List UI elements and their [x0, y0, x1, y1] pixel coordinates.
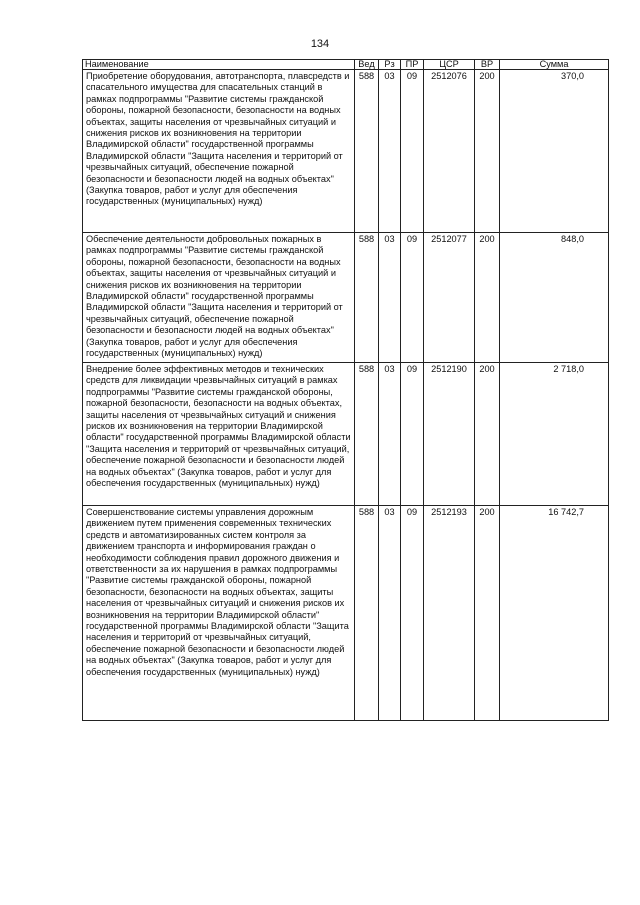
cell-rz: 03 [379, 506, 401, 721]
cell-vr: 200 [475, 233, 500, 363]
cell-sum: 16 742,7 [500, 506, 609, 721]
budget-table-container [82, 59, 608, 721]
cell-pr: 09 [401, 506, 424, 721]
cell-sum: 370,0 [500, 70, 609, 233]
table-body [83, 70, 609, 721]
cell-vr: 200 [475, 506, 500, 721]
cell-csr: 2512076 [424, 70, 475, 233]
cell-ved: 588 [355, 363, 379, 506]
cell-name: Обеспечение деятельности добровольных пожарных в рамках подпрограммы "Развитие системы гражданской обороны, пожарной безопасности, безопасности на водных объектах, защиты населения от чрезвычайных ситуаций и снижения рисков их возникновения на территории Владимирской области" государственной программы Владимирской области "Защита населения и территорий от чрезвычайных ситуаций, обеспечение пожарной безопасности и безопасности людей на водных объектах" (Закупка товаров, работ и услуг для обеспечения государственных (муниципальных) нужд) [83, 233, 355, 363]
cell-name: Внедрение более эффективных методов и технических средств для ликвидации чрезвычайных ситуаций в рамках подпрограммы "Развитие системы гражданской обороны, пожарной безопасности, безопасности на водных объектах, защиты населения от чрезвычайных ситуаций и снижения рисков их возникновения на территории Владимирской области" государственной программы Владимирской области "Защита населения и территорий от чрезвычайных ситуаций, обеспечение пожарной безопасности и безопасности людей на водных объектах" (Закупка товаров, работ и услуг для обеспечения государственных (муниципальных) нужд) [83, 363, 355, 506]
cell-ved: 588 [355, 233, 379, 363]
cell-ved: 588 [355, 70, 379, 233]
header-row [83, 60, 609, 70]
cell-pr: 09 [401, 233, 424, 363]
header-pr: ПР [401, 60, 424, 70]
cell-vr: 200 [475, 70, 500, 233]
cell-name: Совершенствование системы управления дорожным движением путем применения современных технических средств и автоматизированных систем контроля за движением транспорта и информирования граждан о необходимости соблюдения правил дорожного движения и ответственности за их нарушения в рамках подпрограммы "Развитие системы гражданской обороны, пожарной безопасности, безопасности на водных объектах, защиты населения от чрезвычайных ситуаций и снижения рисков их возникновения на территории Владимирской области" государственной программы Владимирской области "Защита населения и территорий от чрезвычайных ситуаций, обеспечение пожарной безопасности и безопасности людей на водных объектах" (Закупка товаров, работ и услуг для обеспечения государственных (муниципальных) нужд) [83, 506, 355, 721]
header-csr: ЦСР [424, 60, 475, 70]
cell-pr: 09 [401, 363, 424, 506]
cell-rz: 03 [379, 233, 401, 363]
table-header [83, 60, 609, 70]
cell-ved: 588 [355, 506, 379, 721]
cell-sum: 2 718,0 [500, 363, 609, 506]
budget-table [82, 59, 609, 721]
cell-rz: 03 [379, 70, 401, 233]
table-row [83, 233, 609, 363]
cell-sum: 848,0 [500, 233, 609, 363]
cell-name: Приобретение оборудования, автотранспорта, плавсредств и спасательного имущества для спасательных станций в рамках подпрограммы "Развитие системы гражданской обороны, пожарной безопасности, безопасности на водных объектах, защиты населения от чрезвычайных ситуаций и снижения рисков их возникновения на территории Владимирской области" государственной программы Владимирской области "Защита населения и территорий от чрезвычайных ситуаций, обеспечение пожарной безопасности и безопасности людей на водных объектах" (Закупка товаров, работ и услуг для обеспечения государственных (муниципальных) нужд) [83, 70, 355, 233]
table-row [83, 363, 609, 506]
cell-csr: 2512190 [424, 363, 475, 506]
cell-rz: 03 [379, 363, 401, 506]
header-vr: ВР [475, 60, 500, 70]
header-ved: Вед [355, 60, 379, 70]
header-sum: Сумма [500, 60, 609, 70]
cell-csr: 2512193 [424, 506, 475, 721]
header-name: Наименование [83, 60, 355, 70]
table-row [83, 506, 609, 721]
cell-csr: 2512077 [424, 233, 475, 363]
cell-vr: 200 [475, 363, 500, 506]
header-rz: Рз [379, 60, 401, 70]
cell-pr: 09 [401, 70, 424, 233]
page-number: 134 [310, 38, 330, 50]
table-row [83, 70, 609, 233]
